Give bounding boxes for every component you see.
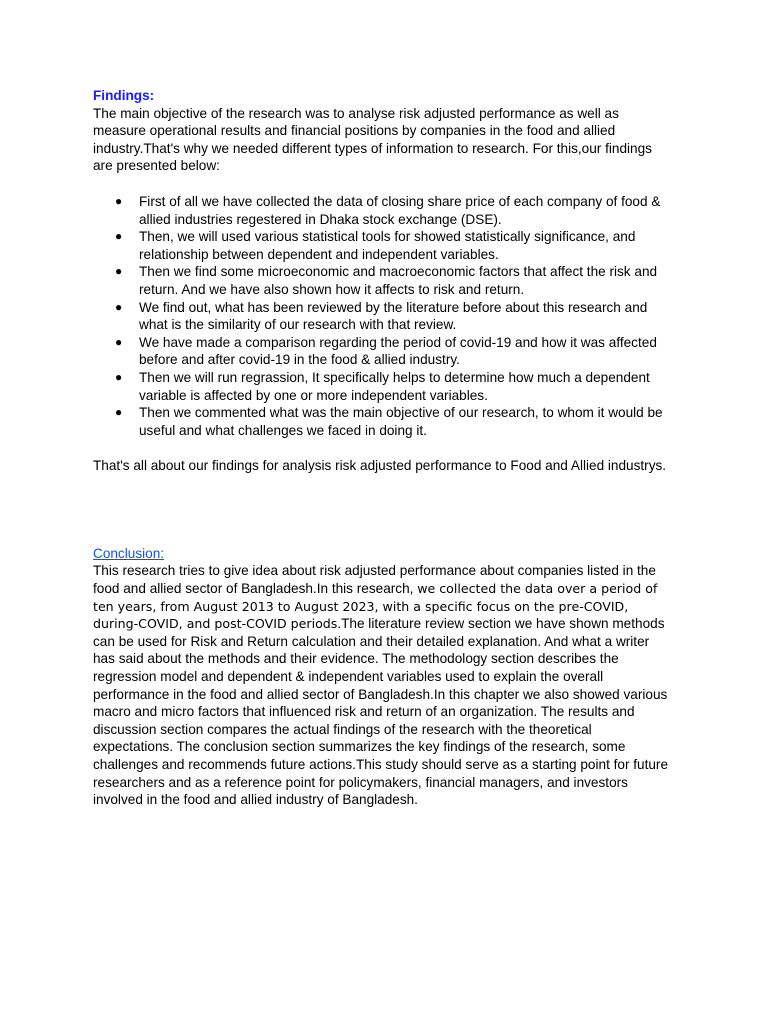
findings-bullet-list xyxy=(93,193,673,439)
conclusion-heading: Conclusion: xyxy=(93,545,165,561)
list-item-text: First of all we have collected the data of closing share price of each company of food & allied industries regestered in Dhaka stock exchange (DSE). xyxy=(139,193,661,227)
conclusion-paragraph xyxy=(93,562,673,808)
list-item-text: We have made a comparison regarding the period of covid-19 and how it was affected before and after covid-19 in the food & allied industry. xyxy=(139,334,657,368)
list-item-text: Then we commented what was the main objective of our research, to whom it would be useful and what challenges we faced in doing it. xyxy=(139,405,663,438)
list-item xyxy=(93,369,673,404)
bullet-icon: ● xyxy=(115,369,123,384)
list-item xyxy=(93,299,673,334)
bullet-icon: ● xyxy=(115,299,123,314)
list-item-text: Then, we will used various statistical tools for showed statistically significance, and relationship between dependent and independent variables. xyxy=(139,229,636,262)
bullet-icon: ● xyxy=(115,264,123,279)
list-item-text: Then we will run regrassion, It specifically helps to determine how much a dependent variable is affected by one or more independent variables. xyxy=(139,369,650,403)
list-item xyxy=(93,263,673,298)
bullet-icon: ● xyxy=(115,193,123,208)
list-item xyxy=(93,193,673,228)
findings-intro: The main objective of the research was to analyse risk adjusted performance as well as measure operational results and financial positions by companies in the food and allied industry.That's why we needed different types of information to research. For this,our findings are presented below: xyxy=(93,105,652,174)
conclusion-text-part2: we collected the data over a period of ten years, from August 2013 to August 2023, with a specific focus on the pre-COVID, during-COVID, and post-COVID periods xyxy=(93,581,658,632)
list-item-text: We find out, what has been reviewed by the literature before about this research and what is the similarity of our research with that review. xyxy=(139,299,648,333)
document-page xyxy=(93,87,673,809)
list-item xyxy=(93,228,673,263)
list-item-text: Then we find some microeconomic and macroeconomic factors that affect the risk and return. And we have also shown how it affects to risk and return. xyxy=(139,264,658,297)
conclusion-text-part1: This research tries to give idea about risk adjusted performance about companies listed in the food and allied sector of Bangladesh.In this research, xyxy=(93,563,656,597)
conclusion-text-part3: .The literature review section we have shown methods can be used for Risk and Return calculation and their detailed explanation. And what a writer has said about the methods and their evidence. The methodology section describes the regression model and dependent & independent variables used to explain the overall performance in the food and allied sector of Bangladesh.In this chapter we also showed various macro and micro factors that influenced risk and return of an organization. The results and discussion section compares the actual findings of the research with the theoretical expectations. The conclusion section summarizes the key findings of the research, some challenges and recommends future actions.This study should serve as a starting point for future researchers and as a reference point for policymakers, financial managers, and investors involved in the food and allied industry of Bangladesh. xyxy=(93,616,669,808)
list-item xyxy=(93,334,673,369)
bullet-icon: ● xyxy=(115,405,123,420)
list-item xyxy=(93,404,673,439)
bullet-icon: ● xyxy=(115,229,123,244)
findings-heading: Findings: xyxy=(93,88,155,103)
bullet-icon: ● xyxy=(115,334,123,349)
findings-closing: That's all about our findings for analysis risk adjusted performance to Food and Allied industrys. xyxy=(93,458,667,474)
